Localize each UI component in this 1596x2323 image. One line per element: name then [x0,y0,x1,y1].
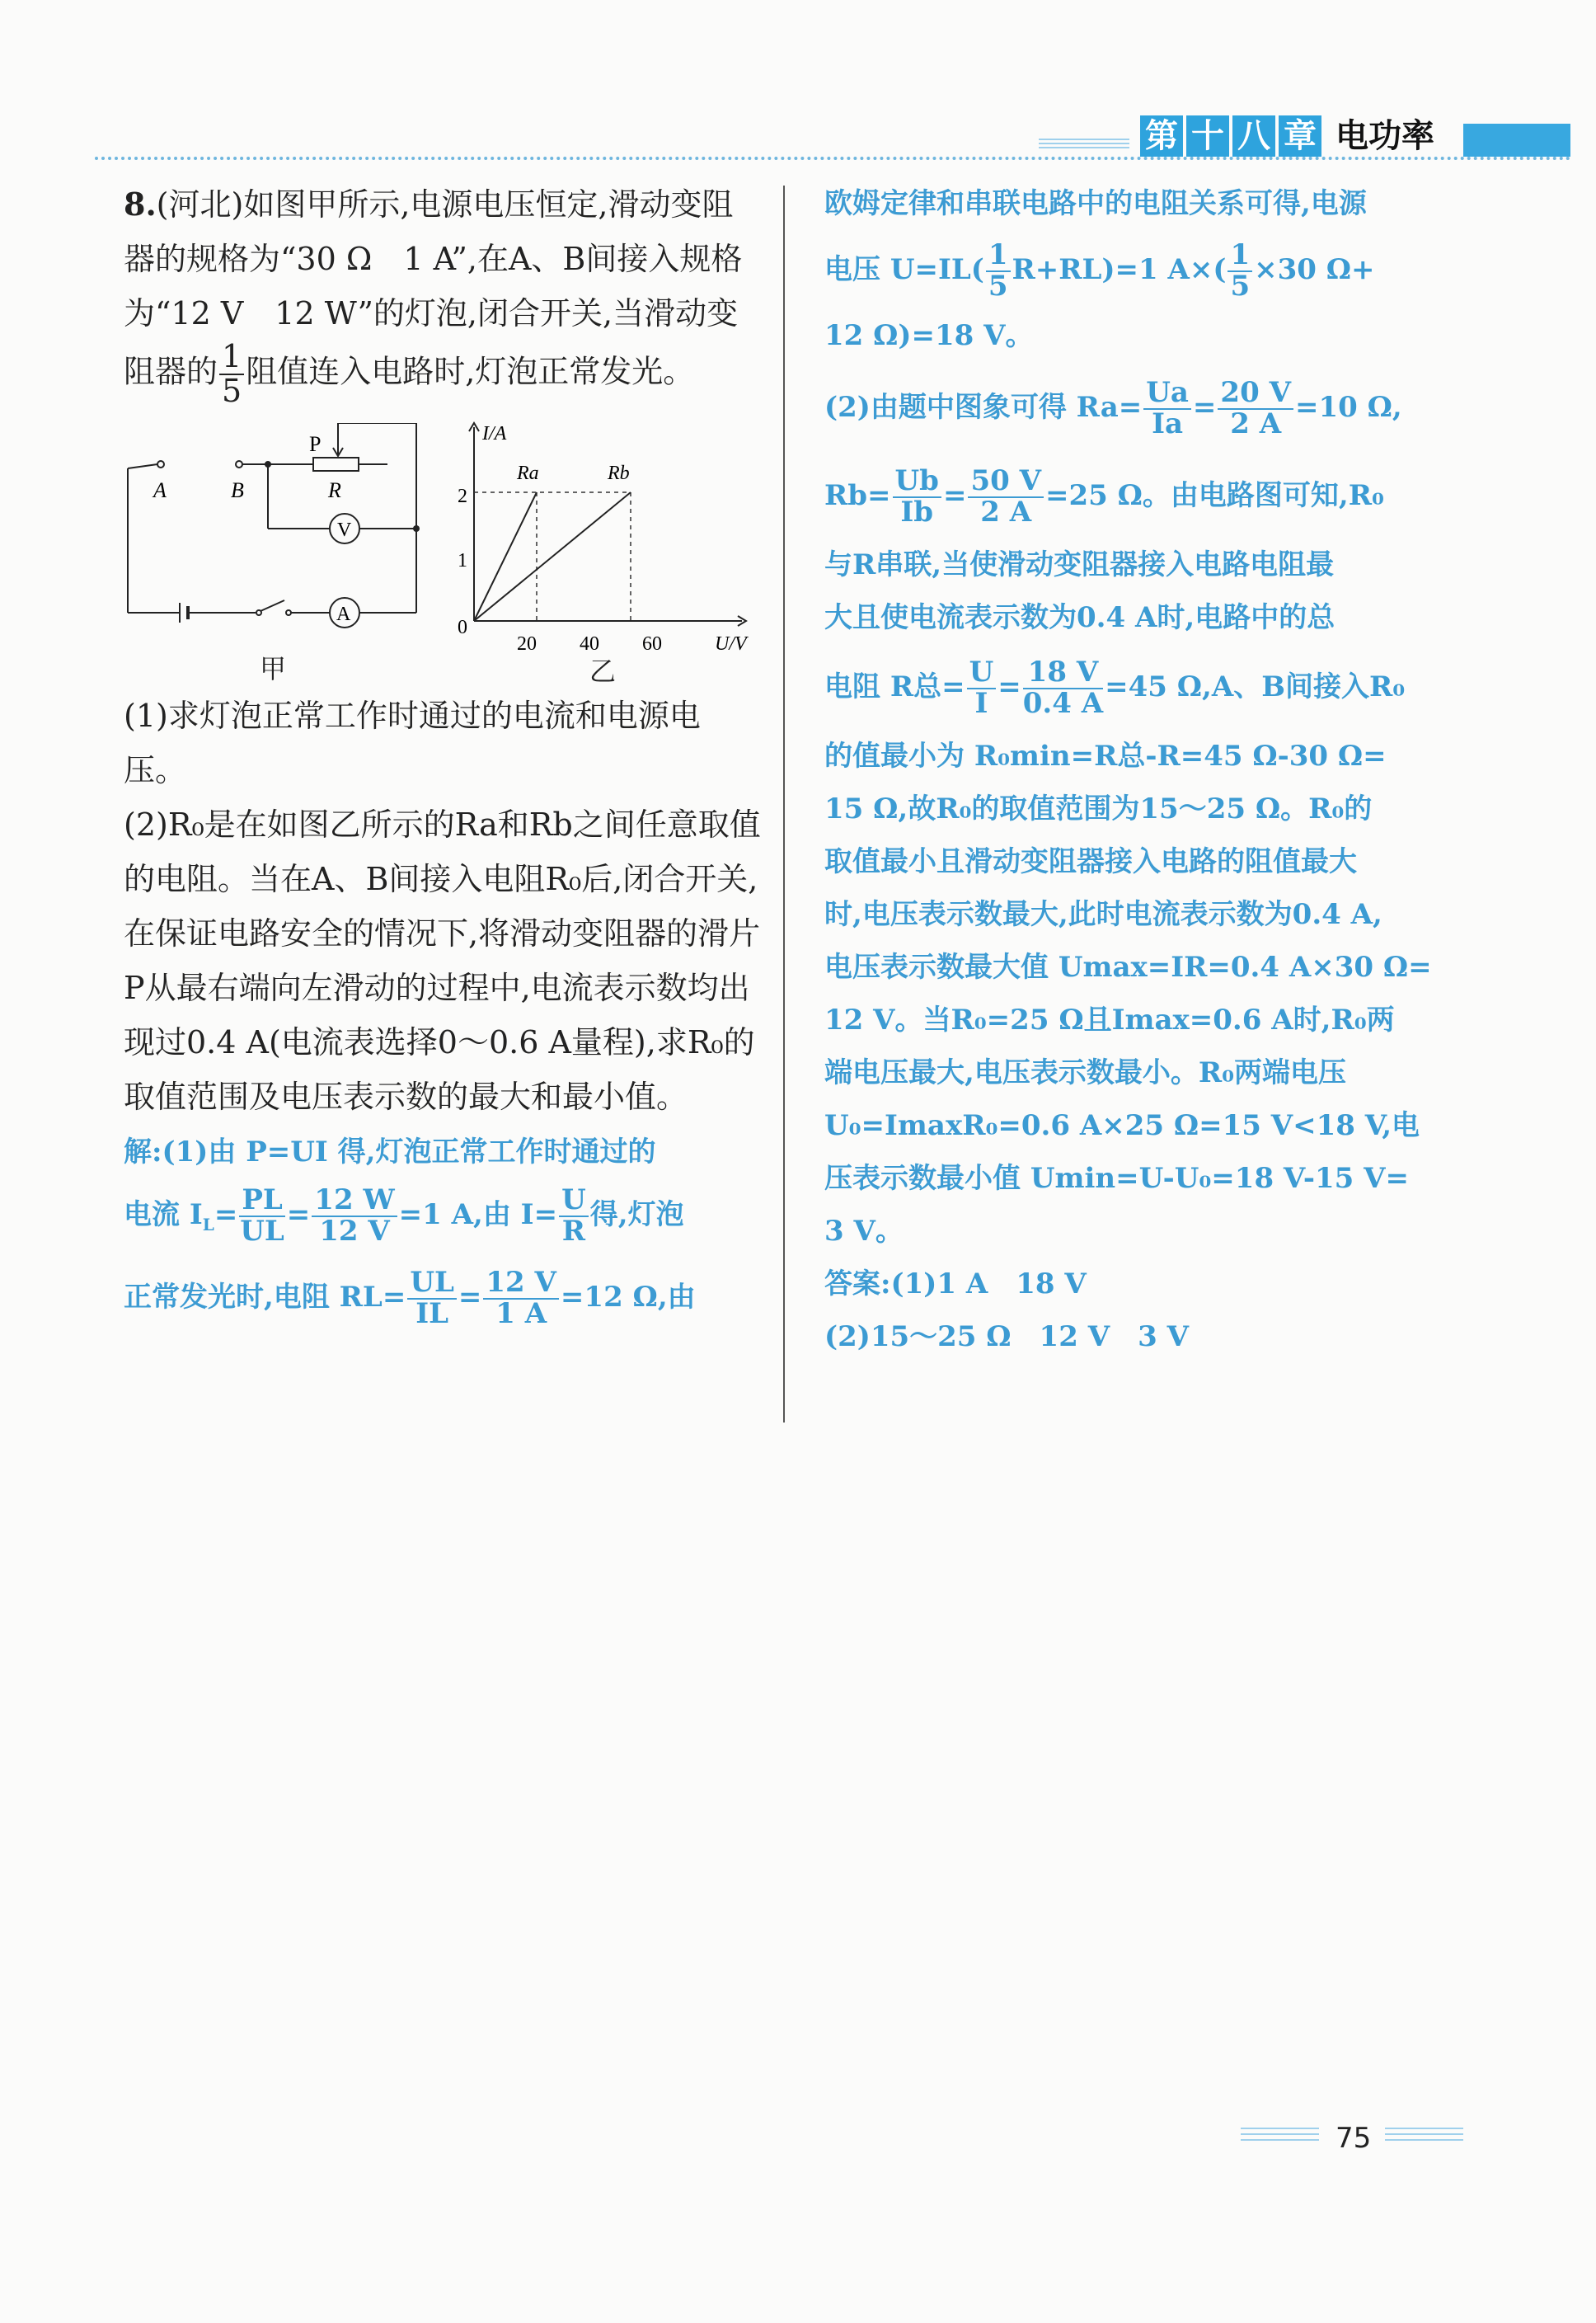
x-axis-label: U/V [715,632,747,655]
solution-r4: (2)由题中图象可得 Ra= $\frac{Ua}{Ia}$ = $\frac{20 V}{2 A}$ =10 Ω, [824,376,1402,440]
chapter-title: 电功率 [1335,117,1434,155]
y-axis-label: I/A [482,422,507,444]
header-dotted-rule [95,157,1571,160]
y-tick-1: 1 [458,549,467,571]
x-tick-20: 20 [517,632,537,655]
chapter-char-1: 第 [1140,115,1183,157]
footer-lines-right [1385,2128,1463,2142]
terminal-b-label: B [231,477,244,502]
fraction-one-fifth: $\frac{1}{5}$ [219,341,244,408]
chapter-char-3: 八 [1232,115,1275,157]
solution-r6: 与R串联,当使滑动变阻器接入电路电阻最 [824,548,1335,581]
header-decoration-lines [1039,139,1129,150]
rheostat-r-label: R [328,477,341,502]
solution-r2: 电压 U=IL( $\frac{1}{5}$ R+RL)=1 A×( $\frac{1}{5}$ ×30 Ω+ [824,238,1375,303]
solution-r16: U₀=ImaxR₀=0.6 A×25 Ω=15 V<18 V,电 [824,1109,1420,1142]
chapter-char-4: 章 [1279,115,1321,157]
figures [124,415,763,687]
solution-r11: 取值最小且滑动变阻器接入电路的阻值最大 [824,845,1357,878]
solution-r15: 端电压最大,电压表示数最小。R₀两端电压 [824,1056,1346,1089]
series-line-rb [474,492,631,621]
solution-r7: 大且使电流表示数为0.4 A时,电路中的总 [824,601,1335,634]
left-column [124,177,763,1333]
origin-label: 0 [458,616,467,638]
page-number: 75 [1335,2122,1372,2155]
x-tick-40: 40 [580,632,599,655]
ammeter-icon: A [336,603,351,625]
question-number: 8. [124,186,157,223]
solution-r5: Rb= $\frac{Ub}{Ib}$ = $\frac{50 V}{2 A}$ =25 Ω。由电路图可知,R₀ [824,464,1384,529]
solution-left [124,1126,763,1333]
figure-yi-caption: 乙 [589,655,617,687]
footer-lines-left [1241,2128,1319,2142]
x-tick-60: 60 [642,632,662,655]
solution-r8: 电阻 R总= $\frac{U}{I}$ = $\frac{18 V}{0.4 A}$ =45 Ω,A、B间接入R₀ [824,656,1406,720]
solution-r9: 的值最小为 R₀min=R总-R=45 Ω-30 Ω= [824,740,1387,773]
series-rb-label: Rb [608,462,630,484]
question-text: (河北)如图甲所示,电源电压恒定,滑动变阻器的规格为“30 Ω 1 A”,在A、B间接入规格为“12 V 12 W”的灯泡,闭合开关,当滑动变阻器的 [124,186,743,390]
solution-r12: 时,电压表示数最大,此时电流表示数为0.4 A, [824,898,1382,931]
question-stem: 8.(河北)如图甲所示,电源电压恒定,滑动变阻器的规格为“30 Ω 1 A”,在A、B间接入规格为“12 V 12 W”的灯泡,闭合开关,当滑动变阻器的 $\frac{1}{5}$ 阻值连入电路时,灯泡正常发光。 [124,186,743,409]
column-divider [783,186,785,1422]
solution-line-3: 正常发光时,电阻 RL= $\frac{UL}{IL}$ = $\frac{12 V}{1 A}$ =12 Ω,由 [124,1265,696,1330]
solution-r1: 欧姆定律和串联电路中的电阻关系可得,电源 [824,187,1367,220]
y-tick-2: 2 [458,485,467,507]
header-blue-bar [1463,124,1570,157]
solution-r3: 12 Ω)=18 V。 [824,319,1034,352]
figure-jia-caption: 甲 [260,652,287,684]
series-line-ra [474,492,537,621]
solution-line-1: 解:(1)由 P=UI 得,灯泡正常工作时通过的 [124,1135,656,1169]
solution-r13: 电压表示数最大值 Umax=IR=0.4 A×30 Ω= [824,951,1432,984]
circuit-diagram [124,423,453,662]
answer-line-2: (2)15～25 Ω 12 V 3 V [824,1320,1189,1353]
solution-r10: 15 Ω,故R₀的取值范围为15～25 Ω。R₀的 [824,792,1373,825]
page-header [0,0,1596,165]
voltmeter-icon: V [337,519,352,541]
solution-r18: 3 V。 [824,1215,904,1248]
solution-r17: 压表示数最小值 Umin=U-U₀=18 V-15 V= [824,1162,1409,1195]
solution-line-2: 电流 $I_L=$ $\frac{PL}{UL}$ = $\frac{12 W}{12 V}$ =1 A,由 I= $\frac{U}{R}$ 得,灯泡 [124,1183,684,1248]
right-column [824,177,1484,1363]
iu-graph [449,415,763,662]
answer-line-1: 答案:(1)1 A 18 V [824,1267,1087,1300]
question-part-1: (1)求灯泡正常工作时通过的电流和电源电压。 [124,697,701,788]
chapter-char-2: 十 [1186,115,1229,157]
question-part-2: (2)R₀是在如图乙所示的Ra和Rb之间任意取值的电阻。当在A、B间接入电阻R₀后,闭合开关,在保证电路安全的情况下,将滑动变阻器的滑片P从最右端向左滑动的过程中,电流表示数均出现过0.4 A(电流表选择0～0.6 A量程),求R₀的取值范围及电压表示数的最大和最小值。 [124,806,761,1115]
series-ra-label: Ra [517,462,539,484]
solution-r14: 12 V。当R₀=25 Ω且Imax=0.6 A时,R₀两 [824,1004,1395,1037]
terminal-a-label: A [153,477,167,502]
slider-p-label: P [309,431,322,456]
